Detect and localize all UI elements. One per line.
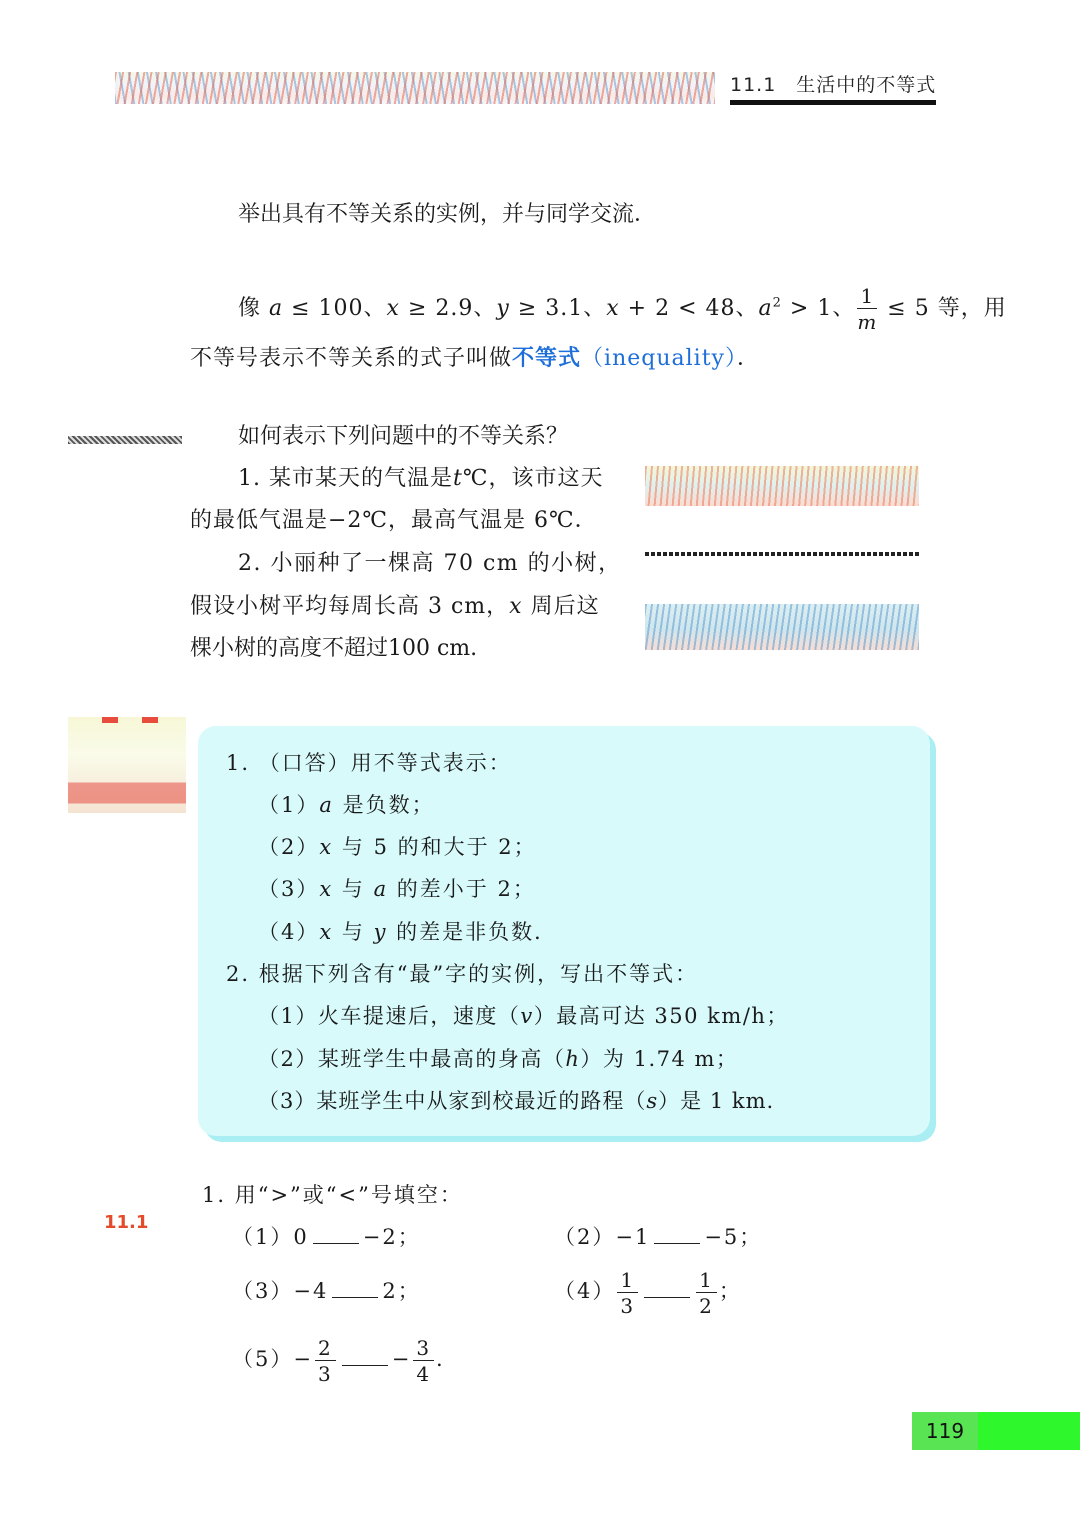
fraction: $\frac{2}{3}$ — [315, 1338, 336, 1384]
question-1-line-1: 1. 某市某天的气温是t℃，该市这天 — [238, 466, 604, 491]
practice-item-2-2: （2）某班学生中最高的身高（h）为 1.74 m； — [258, 1047, 739, 1071]
writing-area-decoration — [645, 466, 919, 506]
page-number-bar — [978, 1412, 1080, 1450]
answer-blank[interactable] — [332, 1296, 378, 1298]
header-decoration — [115, 72, 715, 104]
header-rule — [730, 100, 936, 105]
practice-item-2: 2. 根据下列含有“最”字的实例，写出不等式： — [226, 962, 699, 986]
term-inequality-en: （inequality） — [581, 346, 737, 371]
practice-item-1: 1. （口答）用不等式表示： — [226, 751, 512, 775]
fraction: $\frac{1}{3}$ — [617, 1270, 638, 1316]
definition-line-1: 像 a ≤ 100、x ≥ 2.9、y ≥ 3.1、x + 2 < 48、$a^2 > 1$、 $\frac{1}{m}$ ≤ 5 等，用 — [238, 284, 1007, 334]
question-2-line-3: 棵小树的高度不超过100 cm. — [190, 636, 478, 661]
exercise-5: （5）− $\frac{2}{3}$ − $\frac{3}{4}$ . — [232, 1335, 445, 1386]
term-inequality: 不等式 — [512, 346, 582, 371]
question-1-line-2: 的最低气温是−2℃，最高气温是 6℃． — [190, 508, 598, 533]
writing-area-decoration — [645, 604, 919, 650]
answer-blank[interactable] — [644, 1296, 690, 1298]
exercise-4: （4） $\frac{1}{3}$ $\frac{1}{2}$ ； — [554, 1267, 742, 1318]
practice-item-1-3: （3）x 与 a 的差小于 2； — [258, 877, 536, 901]
dashed-divider — [645, 552, 919, 556]
answer-blank[interactable] — [313, 1242, 359, 1244]
fraction: $\frac{3}{4}$ — [413, 1338, 434, 1384]
section-title: 11.1 生活中的不等式 — [730, 74, 937, 96]
practice-badge — [68, 717, 186, 813]
exercise-section-label: 11.1 — [104, 1212, 149, 1233]
practice-item-1-2: （2）x 与 5 的和大于 2； — [258, 835, 537, 859]
fraction-1-over-m: $\frac{1}{m}$ — [857, 284, 878, 334]
definition-line-2: 不等号表示不等关系的式子叫做不等式（inequality）． — [190, 346, 760, 371]
exercise-3: （3）−4 2； — [232, 1279, 421, 1303]
question-2-line-1: 2. 小丽种了一棵高 70 cm 的小树， — [238, 551, 622, 576]
practice-item-1-4: （4）x 与 y 的差是非负数． — [258, 920, 558, 944]
exercise-1: （1）0 −2； — [232, 1225, 421, 1249]
practice-item-1-1: （1）a 是负数； — [258, 793, 435, 817]
practice-item-2-1: （1）火车提速后，速度（v）最高可达 350 km/h； — [258, 1004, 789, 1028]
answer-blank[interactable] — [342, 1364, 388, 1366]
page-number: 119 — [925, 1419, 965, 1443]
sidebar-marker — [68, 436, 182, 444]
question-2-line-2: 假设小树平均每周长高 3 cm，x 周后这 — [190, 594, 600, 619]
fraction: $\frac{1}{2}$ — [696, 1270, 717, 1316]
exercise-title: 1. 用“>”或“<”号填空： — [202, 1183, 463, 1207]
answer-blank[interactable] — [654, 1242, 700, 1244]
exercise-2: （2）−1 −5； — [554, 1225, 763, 1249]
activity-prompt: 举出具有不等关系的实例，并与同学交流． — [238, 202, 657, 227]
practice-item-2-3: （3）某班学生中从家到校最近的路程（s）是 1 km. — [258, 1089, 775, 1113]
question-title: 如何表示下列问题中的不等关系？ — [238, 424, 569, 449]
